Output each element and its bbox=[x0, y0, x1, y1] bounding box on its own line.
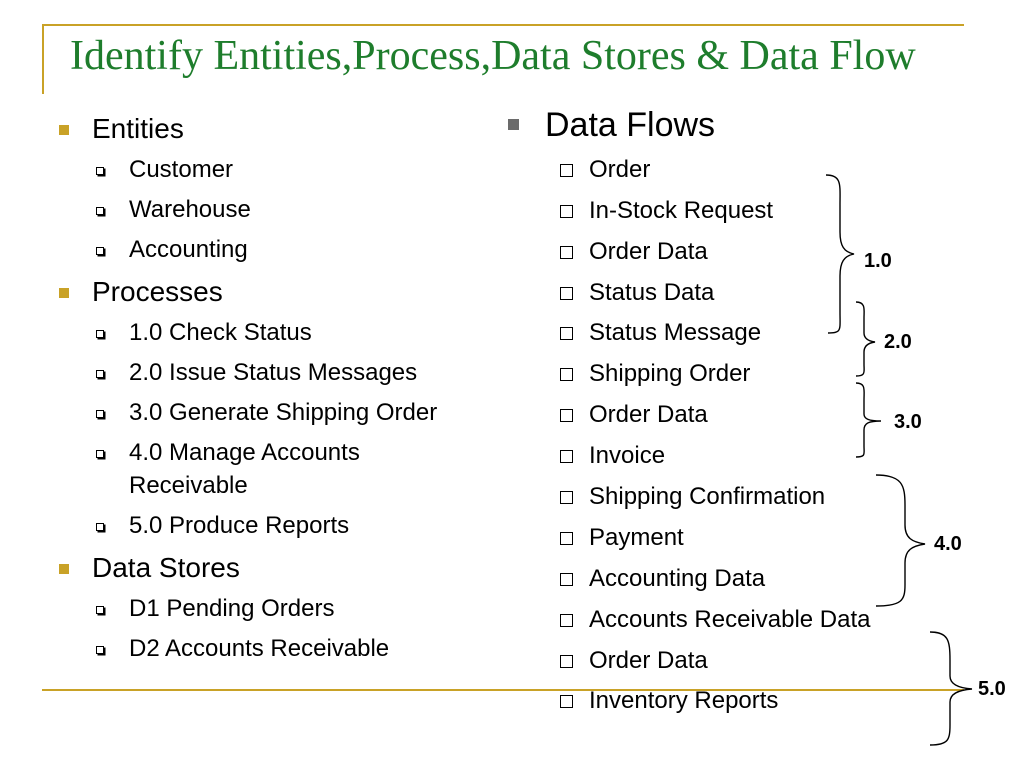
data-flow-label: Payment bbox=[589, 523, 684, 551]
data-flow-label: Order Data bbox=[589, 237, 708, 265]
list-item-label: 3.0 Generate Shipping Order bbox=[129, 399, 438, 426]
brace-label-3: 3.0 bbox=[894, 411, 922, 433]
brace-label-4: 4.0 bbox=[934, 533, 962, 555]
data-flow-label: Inventory Reports bbox=[589, 687, 779, 715]
list-item-label: D1 Pending Orders bbox=[129, 595, 335, 622]
list-item-label: D2 Accounts Receivable bbox=[129, 635, 390, 662]
list-item-label: Customer bbox=[129, 156, 234, 183]
list-item-label: 4.0 Manage Accounts Receivable bbox=[129, 439, 360, 499]
data-flow-label: Shipping Confirmation bbox=[589, 483, 826, 511]
brace-label-2: 2.0 bbox=[884, 331, 912, 353]
brace-2-icon bbox=[856, 302, 875, 376]
list-item-label: 2.0 Issue Status Messages bbox=[129, 359, 418, 386]
entities-heading-label: Entities bbox=[92, 113, 184, 144]
data-flow-label: Shipping Order bbox=[589, 360, 751, 388]
data-flow-label: Order bbox=[589, 155, 651, 183]
list-item-label: 1.0 Check Status bbox=[129, 319, 312, 346]
data-flow-label: Status Message bbox=[589, 319, 762, 347]
data-flow-label: Invoice bbox=[589, 442, 666, 470]
data-flow-label: Order Data bbox=[589, 401, 708, 429]
data-stores-heading-label: Data Stores bbox=[92, 552, 240, 583]
data-flows-heading-label: Data Flows bbox=[545, 106, 716, 144]
list-item-label: Warehouse bbox=[129, 196, 251, 223]
data-flow-label: Accounting Data bbox=[589, 564, 766, 592]
brace-label-1: 1.0 bbox=[864, 250, 892, 272]
list-item-label: Accounting bbox=[129, 236, 248, 263]
data-flow-label: Status Data bbox=[589, 278, 715, 306]
data-flow-label: Accounts Receivable Data bbox=[589, 605, 871, 633]
data-flow-label: In-Stock Request bbox=[589, 196, 774, 224]
list-item-label: 5.0 Produce Reports bbox=[129, 512, 350, 539]
brace-label-5: 5.0 bbox=[978, 678, 1006, 700]
slide-title: Identify Entities,Process,Data Stores & Data Flow bbox=[70, 33, 916, 79]
processes-heading-label: Processes bbox=[92, 276, 223, 307]
brace-5-icon bbox=[930, 632, 972, 745]
data-flow-label: Order Data bbox=[589, 646, 708, 674]
brace-3-icon bbox=[856, 383, 881, 457]
brace-4-icon bbox=[876, 475, 925, 606]
brace-1-icon bbox=[826, 175, 854, 333]
